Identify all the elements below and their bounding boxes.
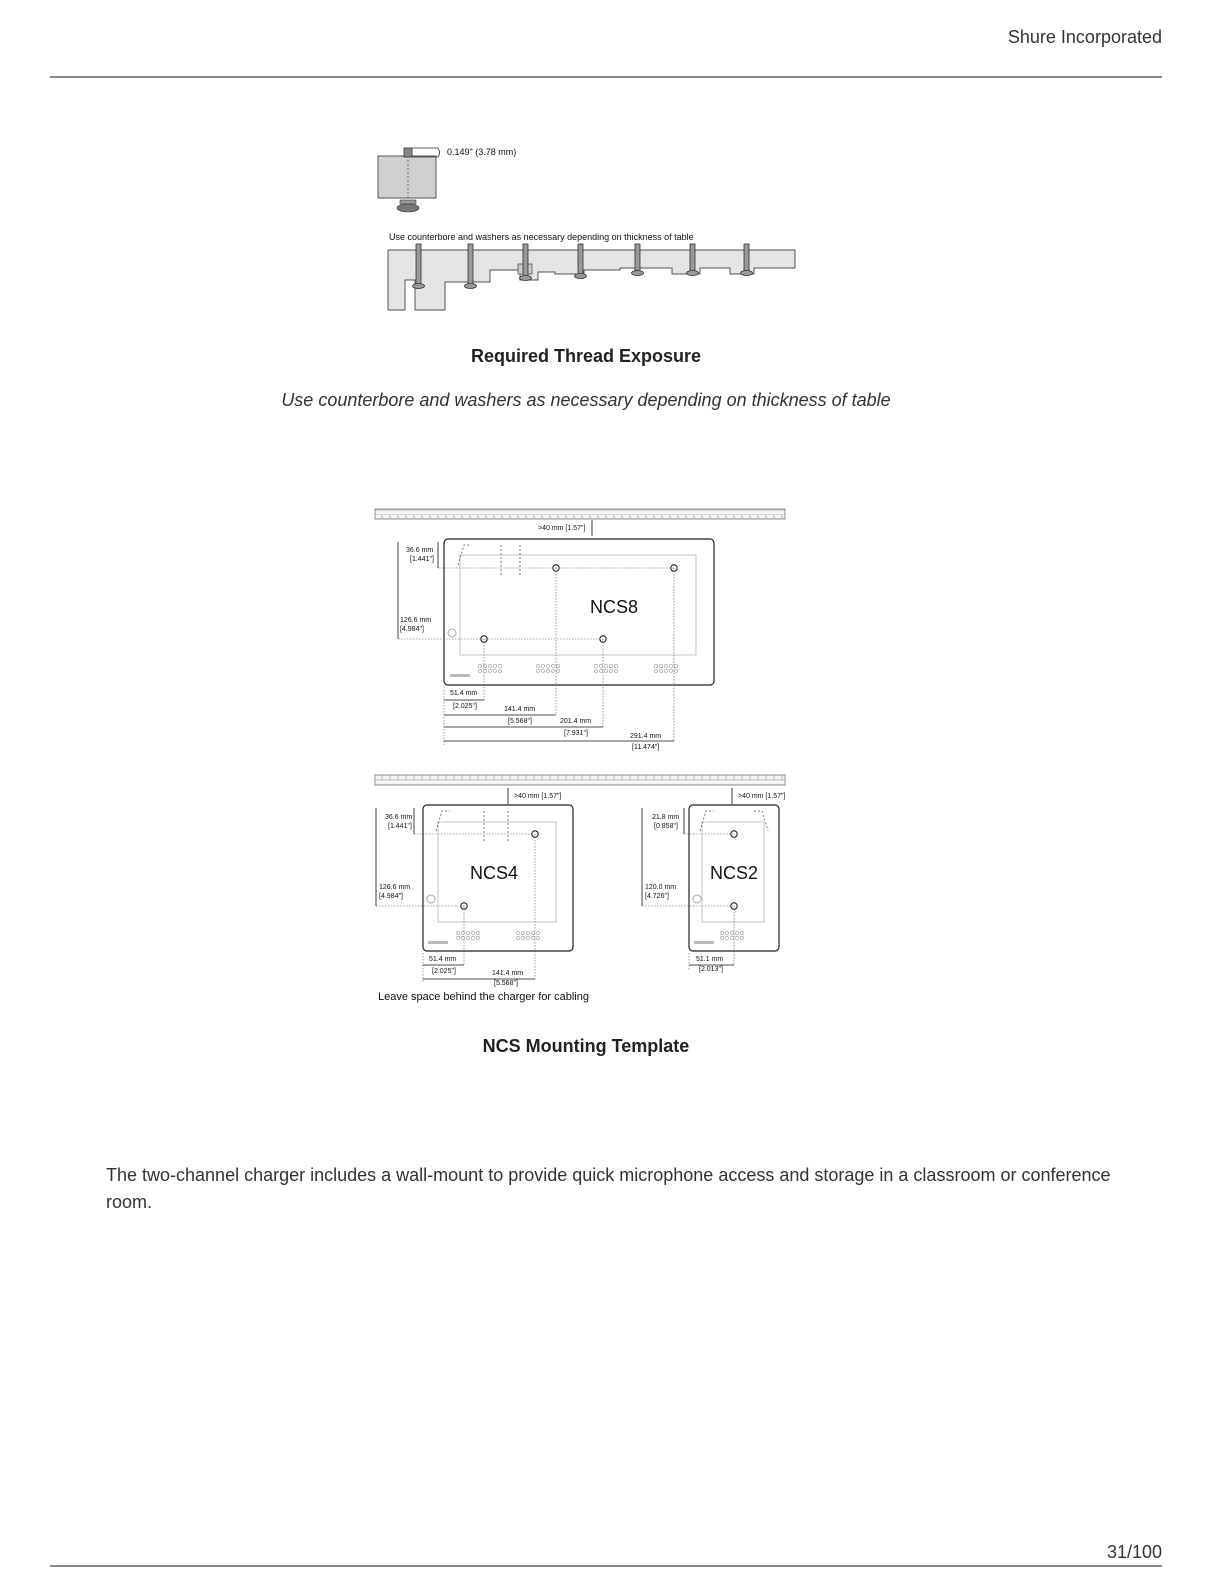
ncs4-side-dim-in: [4.984"] <box>379 893 403 900</box>
ncs8-charger-outline <box>444 539 714 685</box>
ncs4-top-dim-in: [1.441"] <box>388 823 412 830</box>
ncs2-top-dim-mm: 21.8 mm <box>652 814 680 821</box>
ncs4-hdim-2-in: [5.568"] <box>494 980 518 987</box>
wall-strip-top <box>375 509 785 519</box>
figure-caption-thread: Required Thread Exposure <box>470 346 702 366</box>
ncs8-top-dim-in: [1.441"] <box>410 556 434 563</box>
ncs8-label: NCS8 <box>590 597 639 617</box>
ncs2-side-dim-mm: 120.0 mm <box>645 884 677 891</box>
ncs4-hdim-1-in: [2.025"] <box>432 968 456 975</box>
figure-subcaption-thread: Use counterbore and washers as necessary depending on thickness of table <box>281 390 891 410</box>
ncs2-hdim-1-in: [2.013"] <box>699 966 723 973</box>
figure-caption-ncs: NCS Mounting Template <box>482 1036 690 1056</box>
wall-strip-bottom <box>375 775 785 785</box>
ncs8-hdim-4-in: [11.474"] <box>632 744 660 751</box>
ncs4-top-dim-mm: 36.6 mm <box>385 814 413 821</box>
footer-rule <box>50 1565 1162 1567</box>
thread-dimension-label: 0.149" (3.78 mm) <box>447 147 517 157</box>
ncs8-hdim-1-in: [2.025"] <box>453 703 477 710</box>
page-number: 31/100 <box>1106 1542 1162 1562</box>
ncs8-hdim-2-in: [5.568"] <box>508 718 532 725</box>
ncs8-top-dim-mm: 36.6 mm <box>406 547 434 554</box>
ncs2-label: NCS2 <box>710 863 759 883</box>
ncs4-side-dim-mm: 126.6 mm <box>379 884 411 891</box>
ncs2-side-dim-in: [4.726"] <box>645 893 669 900</box>
counterbore-inline-note: Use counterbore and washers as necessary depending on thickness of table <box>389 232 694 242</box>
cabling-note: Leave space behind the charger for cabling <box>378 991 589 1003</box>
ncs4-hdim-1-mm: 51.4 mm <box>429 956 457 963</box>
ncs4-hdim-2-mm: 141.4 mm <box>492 970 524 977</box>
ncs8-side-dim-in: [4.984"] <box>400 626 424 633</box>
ncs8-hdim-3-in: [7.931"] <box>564 730 588 737</box>
company-name: Shure Incorporated <box>1007 27 1162 47</box>
body-paragraph: The two-channel charger includes a wall-mount to provide quick microphone access and storage in a classroom or conference room. <box>106 1165 1111 1212</box>
ncs8-hdim-2-mm: 141.4 mm <box>504 706 536 713</box>
ncs8-hdim-4-mm: 291.4 mm <box>630 733 662 740</box>
ncs8-side-dim-mm: 126.6 mm <box>400 617 432 624</box>
thread-exposure-diagram <box>370 140 810 320</box>
ncs4-label: NCS4 <box>470 863 519 883</box>
ncs8-clearance-label: >40 mm [1.57"] <box>538 525 586 532</box>
header-rule <box>50 76 1162 78</box>
ncs2-top-dim-in: [0.858"] <box>654 823 678 830</box>
ncs8-hdim-1-mm: 51.4 mm <box>450 690 478 697</box>
ncs2-hdim-1-mm: 51.1 mm <box>696 956 724 963</box>
ncs4-clearance-label: >40 mm [1.57"] <box>514 793 562 800</box>
ncs-mounting-template-diagram <box>370 505 790 1010</box>
ncs2-clearance-label: >40 mm [1.57"] <box>738 793 786 800</box>
ncs8-hdim-3-mm: 201.4 mm <box>560 718 592 725</box>
